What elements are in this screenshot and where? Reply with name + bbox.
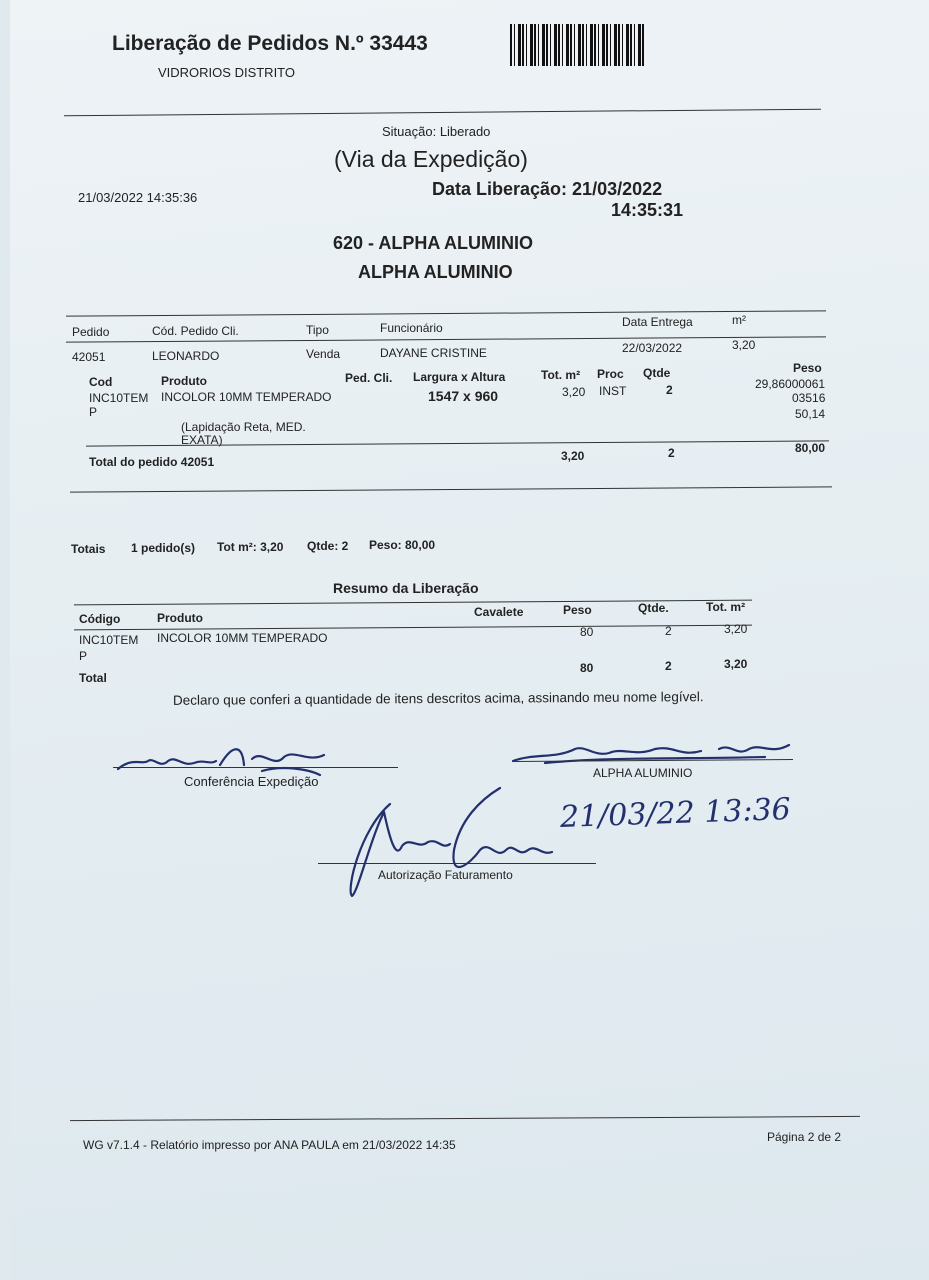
company-name: VIDRORIOS DISTRITO (158, 65, 295, 80)
autorizacao-line (318, 863, 596, 864)
data-liberacao: Data Liberação: 21/03/2022 (432, 179, 663, 199)
via-label: (Via da Expedição) (334, 146, 528, 172)
tipo-value: Venda (306, 347, 341, 361)
resumo-title: Resumo da Liberação (333, 580, 479, 596)
total-pedido-peso: 80,00 (795, 441, 826, 455)
resumo-col-cavalete: Cavalete (474, 605, 524, 619)
resumo-codigo: INC10TEM (79, 633, 139, 647)
client-name: ALPHA ALUMINIO (358, 262, 513, 282)
client-signature (505, 735, 800, 770)
handwritten-date: 21/03/22 13:36 (559, 791, 792, 836)
total-pedido-label: Total do pedido 42051 (89, 455, 215, 469)
resumo-col-peso: Peso (563, 603, 592, 617)
col-data-entrega: Data Entrega (622, 315, 693, 329)
resumo-produto: INCOLOR 10MM TEMPERADO (157, 631, 328, 645)
total-pedido-qtde: 2 (668, 446, 675, 460)
resumo-tot-m2: 3,20 (724, 622, 748, 636)
resumo-col-tot-m2: Tot. m² (706, 600, 746, 614)
item-peso-total: 50,14 (795, 407, 826, 421)
col-ped-cli: Ped. Cli. (345, 371, 393, 385)
col-peso: Peso (793, 361, 822, 375)
col-largura-altura: Largura x Altura (413, 370, 506, 384)
resumo-total-qtde: 2 (665, 659, 672, 673)
resumo-qtde: 2 (665, 624, 672, 638)
m2-value: 3,20 (732, 338, 756, 352)
pedido-value: 42051 (72, 350, 106, 364)
resumo-col-produto: Produto (157, 611, 203, 625)
barcode (510, 24, 645, 66)
client-code-name: 620 - ALPHA ALUMINIO (333, 233, 534, 253)
totais-m2: Tot m²: 3,20 (217, 540, 284, 554)
totais-qtde: Qtde: 2 (307, 539, 349, 553)
resumo-col-qtde: Qtde. (638, 601, 669, 615)
declaration-text: Declaro que conferi a quantidade de itens descritos acima, assinando meu nome legível. (172, 689, 704, 708)
autorizacao-signature (300, 780, 560, 905)
col-tipo: Tipo (306, 323, 329, 337)
item-tot-m2: 3,20 (562, 385, 586, 399)
resumo-total-peso: 80 (580, 661, 594, 675)
situacao: Situação: Liberado (382, 124, 491, 139)
resumo-total-label: Total (79, 671, 107, 685)
total-pedido-m2: 3,20 (561, 449, 585, 463)
item-peso-cont: 03516 (792, 391, 826, 405)
autorizacao-label: Autorização Faturamento (378, 868, 513, 882)
cod-pedido-cli-value: LEONARDO (152, 349, 220, 363)
item-produto: INCOLOR 10MM TEMPERADO (161, 390, 332, 404)
resumo-codigo-cont: P (79, 649, 88, 663)
col-produto: Produto (161, 374, 207, 388)
client-label: ALPHA ALUMINIO (593, 766, 693, 780)
resumo-total-tot-m2: 3,20 (724, 657, 748, 671)
item-obs: (Lapidação Reta, MED. (181, 420, 306, 434)
conferencia-line (113, 767, 398, 768)
data-liberacao-time: 14:35:31 (611, 200, 684, 220)
funcionario-value: DAYANE CRISTINE (380, 346, 487, 360)
col-pedido: Pedido (72, 325, 110, 339)
item-obs-cont: EXATA) (181, 433, 223, 447)
resumo-col-codigo: Código (79, 612, 121, 626)
item-cod-cont: P (89, 405, 98, 419)
col-proc: Proc (597, 367, 624, 381)
totais-label: Totais (71, 542, 106, 556)
document-title: Liberação de Pedidos N.º 33443 (112, 32, 428, 55)
item-qtde: 2 (666, 383, 673, 397)
item-peso: 29,86000061 (755, 377, 826, 391)
col-qtde: Qtde (643, 366, 671, 380)
print-datetime: 21/03/2022 14:35:36 (78, 190, 198, 205)
totais-pedidos: 1 pedido(s) (131, 541, 196, 555)
col-m2: m² (732, 313, 746, 327)
col-tot-m2: Tot. m² (541, 368, 581, 382)
item-cod: INC10TEM (89, 391, 149, 405)
footer-printed-by: WG v7.1.4 - Relatório impresso por ANA PAULA em 21/03/2022 14:35 (83, 1138, 456, 1152)
footer-page-number: Página 2 de 2 (767, 1130, 842, 1144)
conferencia-label: Conferência Expedição (184, 774, 319, 789)
item-proc: INST (599, 384, 627, 398)
item-dimensions: 1547 x 960 (428, 388, 499, 404)
resumo-peso: 80 (580, 625, 594, 639)
col-cod-pedido-cli: Cód. Pedido Cli. (152, 324, 239, 338)
col-funcionario: Funcionário (380, 321, 443, 335)
data-entrega-value: 22/03/2022 (622, 341, 683, 355)
totais-peso: Peso: 80,00 (369, 538, 436, 552)
col-cod: Cod (89, 375, 113, 389)
